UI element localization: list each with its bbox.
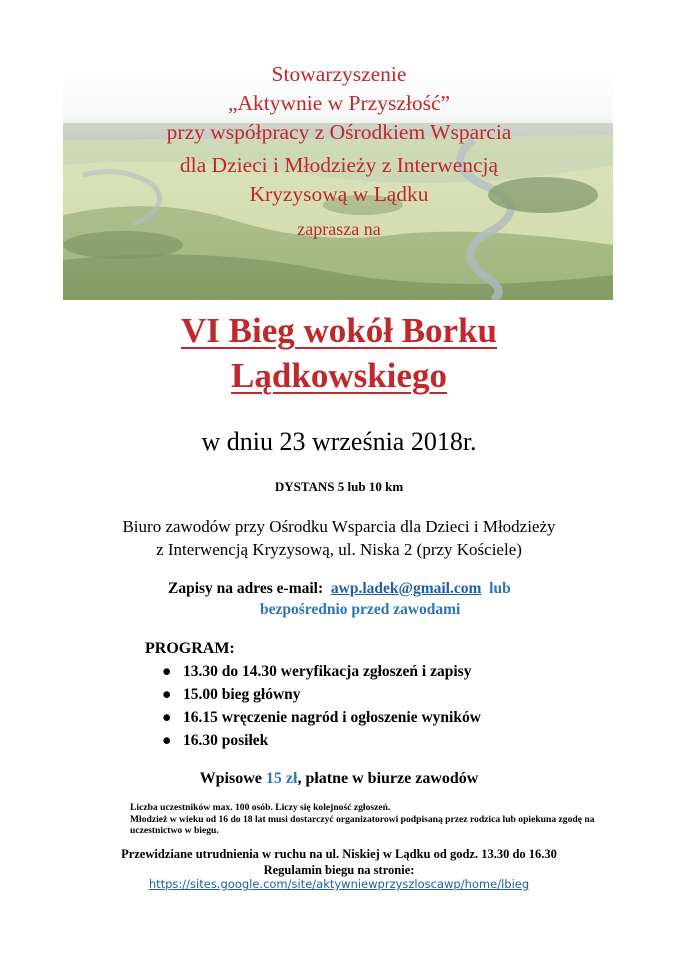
traffic-notes — [0, 846, 678, 878]
signup-line-2: bezpośrednio przed zawodami — [260, 601, 461, 618]
event-title-line-2: Lądkowskiego — [231, 356, 447, 395]
fee-suffix: , płatne w biurze zawodów — [297, 770, 479, 787]
entry-fee — [0, 770, 678, 788]
program-list — [160, 660, 481, 752]
event-title — [0, 308, 678, 398]
organizer-line-1: Stowarzyszenie — [271, 62, 407, 86]
organizer-line-4: dla Dzieci i Młodzieży z Interwencją — [179, 153, 499, 177]
fine-print-line-1: Liczba uczestników max. 100 osób. Liczy się kolejność zgłoszeń. — [130, 802, 391, 813]
bullet-icon: ● — [162, 686, 172, 703]
program-item: ● 16.15 wręczenie nagród i ogłoszenie wyników — [160, 706, 481, 729]
organizer-line-3: przy współpracy z Ośrodkiem Wsparcia — [166, 120, 512, 144]
organizer-line-5: Kryzysową w Lądku — [249, 182, 429, 206]
organizer-line-2: „Aktywnie w Przyszłość” — [227, 91, 451, 115]
event-title-line-1: VI Bieg wokół Borku — [180, 311, 498, 350]
program-heading: PROGRAM: — [145, 640, 235, 657]
fee-amount: 15 zł — [265, 770, 298, 787]
fine-print — [130, 802, 615, 837]
bullet-icon: ● — [162, 663, 172, 680]
signup-info — [168, 578, 608, 620]
office-address — [0, 515, 678, 561]
bullet-icon: ● — [162, 732, 172, 749]
invite-line: zaprasza na — [297, 219, 381, 239]
rules-url-link[interactable]: https://sites.google.com/site/aktywniewprzyszloscawp/home/lbieg — [148, 877, 530, 891]
event-date: w dniu 23 września 2018r. — [201, 427, 477, 456]
program-item: ● 16.30 posiłek — [160, 729, 481, 752]
bullet-icon: ● — [162, 709, 172, 726]
distance-info: DYSTANS 5 lub 10 km — [274, 479, 404, 494]
email-link[interactable]: awp.ladek@gmail.com — [330, 580, 482, 597]
office-line-2: z Interwencją Kryzysową, ul. Niska 2 (przy Kościele) — [156, 540, 522, 559]
signup-prefix: Zapisy na adres e-mail: — [168, 580, 324, 597]
program-item: ● 15.00 bieg główny — [160, 683, 481, 706]
signup-or: lub — [489, 580, 511, 597]
program-item: ● 13.30 do 14.30 weryfikacja zgłoszeń i zapisy — [160, 660, 481, 683]
organizer-block — [0, 60, 678, 244]
rules-line: Regulamin biegu na stronie: — [263, 863, 415, 877]
fine-print-line-2: Młodzież w wieku od 16 do 18 lat musi dostarczyć organizatorowi podpisaną przez rodzica lub opiekuna zgodę na uczestnictwo w biegu. — [130, 813, 595, 836]
traffic-line: Przewidziane utrudnienia w ruchu na ul. Niskiej w Lądku od godz. 13.30 do 16.30 — [121, 847, 557, 861]
office-line-1: Biuro zawodów przy Ośrodku Wsparcia dla Dzieci i Młodzieży — [122, 517, 556, 536]
fee-prefix: Wpisowe — [199, 770, 262, 787]
